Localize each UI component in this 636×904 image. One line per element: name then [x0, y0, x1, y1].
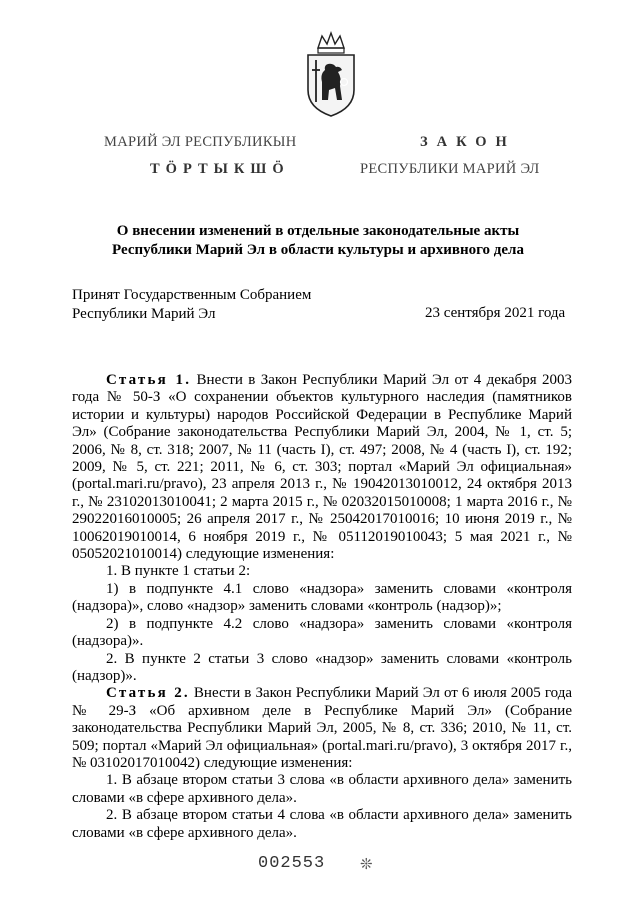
- title-line1: О внесении изменений в отдельные законодательные акты: [116, 223, 520, 239]
- adopted-line2: Республики Марий Эл: [72, 306, 216, 322]
- header-left-line2: ТӦРТЫКШӦ: [150, 161, 290, 177]
- article-1-text: Внести в Закон Республики Марий Эл от 4 декабря 2003 года № 50-З «О сохранении объектов культурного наследия (памятников истории и культуры) народов Российской Федерации в Республике Марий Эл» (Собрание законодательства Республики Марий Эл, 2004, № 1, ст. 5; 2006, № 8, ст. 318; 2007, № 11 (часть I), ст. 497; 2008, № 4 (часть I), ст. 192; 2009, № 5, ст. 221; 2011, № 6, ст. 303; портал «Марий Эл официальная» (portal.mari.ru/pravo), 23 апреля 2013 г., № 19042013010012, 24 октября 2013 г., № 23102013010041; 2 марта 2015 г., № 02032015010008; 1 марта 2016 г., № 29022016010005; 26 апреля 2017 г., № 25042017010016; 10 июня 2019 г., № 10062019010014, 6 ноября 2019 г., № 05112019010043; 5 мая 2021 г., № 05052021010014) следующие изменения:: [72, 372, 573, 563]
- ornament-mark-icon: ❊: [360, 857, 373, 873]
- article-2-label: Статья 2.: [106, 685, 190, 702]
- article-2-intro: [72, 685, 572, 772]
- article-1-item-1: 1. В пункте 1 статьи 2:: [106, 563, 251, 580]
- article-1-item-2: 2. В пункте 2 статьи 3 слово «надзор» заменить словами «контроль (надзор)».: [72, 650, 572, 684]
- article-2-item-2: 2. В абзаце втором статьи 4 слова «в области архивного дела» заменить словами «в сфере архивного дела».: [72, 807, 572, 841]
- article-1-subitem-1: 1) в подпункте 4.1 слово «надзора» заменить словами «контроля (надзора)», слово «надзор» заменить словами «контроль (надзор)»;: [72, 580, 572, 615]
- article-1-subitem-2: 2) в подпункте 4.2 слово «надзора» заменить словами «контроля (надзора)».: [72, 615, 572, 650]
- header-left-line1: МАРИЙ ЭЛ РЕСПУБЛИКЫН: [104, 134, 297, 150]
- adoption-date: 23 сентября 2021 года: [425, 305, 566, 321]
- adopted-line1: Принят Государственным Собранием: [72, 287, 312, 303]
- serial-number: 002553: [258, 854, 326, 873]
- title-line2: Республики Марий Эл в области культуры и архивного дела: [112, 242, 524, 258]
- article-2-text: Внести в Закон Республики Марий Эл от 6 июля 2005 года № 29-З «Об архивном деле в Республике Марий Эл» (Собрание законодательства Республики Марий Эл, 2005, № 8, ст. 336; 2010, № 11, ст. 509; портал «Марий Эл официальная» (portal.mari.ru/pravo), 3 октября 2017 г., № 03102017010042) следующие изменения:: [72, 685, 572, 771]
- header-right-line1: ЗАКОН: [420, 134, 516, 150]
- document-title: [0, 222, 636, 260]
- article-2-item-1: 1. В абзаце втором статьи 3 слова «в области архивного дела» заменить словами «в сфере архивного дела».: [72, 772, 572, 806]
- coat-of-arms-icon: [300, 30, 362, 120]
- adopted-by: [72, 286, 311, 324]
- document-body: [72, 372, 572, 842]
- header-right-line2: РЕСПУБЛИКИ МАРИЙ ЭЛ: [360, 161, 540, 177]
- article-1-intro: [72, 372, 572, 563]
- article-1-label: Статья 1.: [106, 372, 192, 388]
